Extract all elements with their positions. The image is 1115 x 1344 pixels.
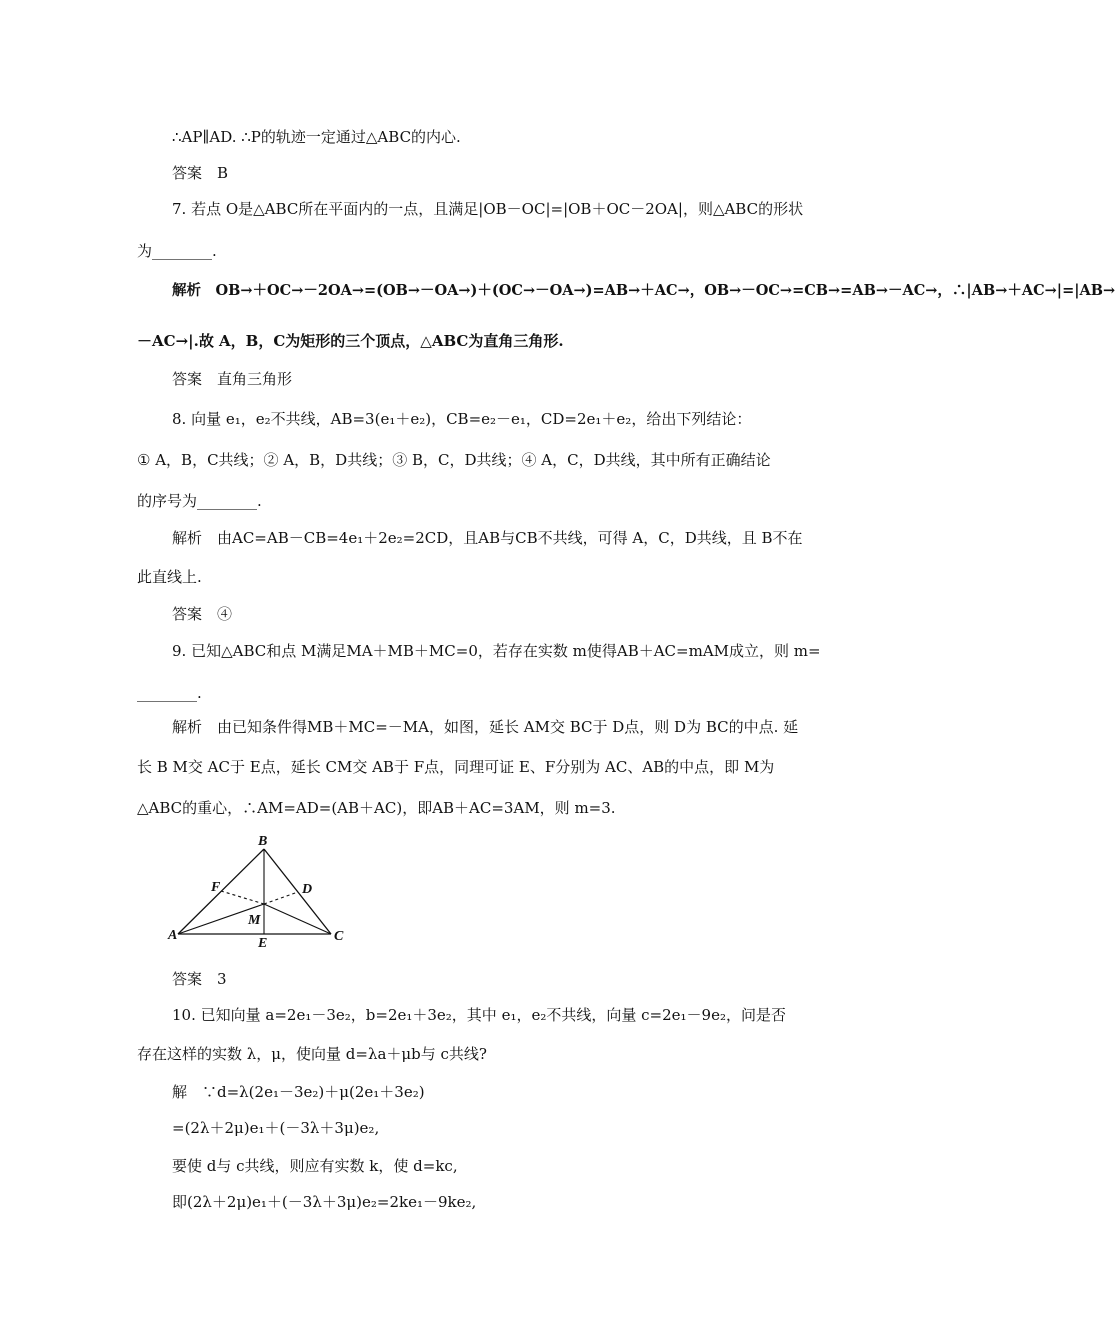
problem-8-line-1: 8. 向量 e₁，e₂不共线，AB=3(e₁＋e₂)，CB=e₂－e₁，CD=2e₁＋e₂，给出下列结论： <box>172 410 752 428</box>
solution-9-line-3: △ABC的重心，∴AM=AD=(AB＋AC)，即AB＋AC=3AM，则 m=3. <box>137 799 616 817</box>
solution-7-line-1: 解析 OB→＋OC→－2OA→=(OB→－OA→)＋(OC→－OA→)=AB→＋AC→，OB→－OC→=CB→=AB→－AC→，∴|AB→＋AC→|=|AB→ <box>172 282 1115 299</box>
segment-md <box>264 892 298 904</box>
label-c: C <box>334 929 344 944</box>
problem-8-line-3: 的序号为________. <box>137 492 262 510</box>
edge-bc <box>264 849 331 934</box>
solution-9-line-2: 长 B M交 AC于 E点，延长 CM交 AB于 F点，同理可证 E、F分别为 AC、AB的中点，即 M为 <box>137 758 775 776</box>
text-line-1: ∴AP∥AD. ∴P的轨迹一定通过△ABC的内心. <box>172 128 461 146</box>
label-f: F <box>211 880 221 895</box>
label-d: D <box>302 882 313 897</box>
label-e: E <box>258 936 268 951</box>
problem-9-line-2: ________. <box>137 684 202 702</box>
solution-10-line-3: 要使 d与 c共线，则应有实数 k，使 d=kc, <box>172 1157 458 1175</box>
solution-8-line-2: 此直线上. <box>137 568 202 586</box>
label-m: M <box>248 913 261 928</box>
solution-10-line-1: 解 ∵d=λ(2e₁－3e₂)＋μ(2e₁＋3e₂) <box>172 1083 425 1101</box>
answer-7: 答案 直角三角形 <box>172 370 293 388</box>
answer-9: 答案 3 <box>172 970 227 988</box>
solution-8-line-1: 解析 由AC=AB－CB=4e₁＋2e₂=2CD，且AB与CB不共线，可得 A，C，D共线，且 B不在 <box>172 529 803 547</box>
problem-10-line-1: 10. 已知向量 a=2e₁－3e₂，b=2e₁＋3e₂，其中 e₁，e₂不共线，向量 c=2e₁－9e₂，问是否 <box>172 1006 786 1024</box>
problem-8-line-2: ① A，B，C共线；② A，B，D共线；③ B，C，D共线；④ A，C，D共线，其中所有正确结论 <box>137 451 771 469</box>
segment-mf <box>221 891 264 904</box>
answer-8: 答案 ④ <box>172 605 233 623</box>
label-a: A <box>168 928 178 943</box>
triangle-figure <box>168 832 348 950</box>
problem-10-line-2: 存在这样的实数 λ，μ，使向量 d=λa＋μb与 c共线? <box>137 1045 487 1063</box>
label-b: B <box>258 834 268 849</box>
solution-10-line-4: 即(2λ＋2μ)e₁＋(－3λ＋3μ)e₂=2ke₁－9ke₂, <box>172 1193 477 1211</box>
solution-10-line-2: =(2λ＋2μ)e₁＋(－3λ＋3μ)e₂, <box>172 1119 380 1137</box>
problem-9-line-1: 9. 已知△ABC和点 M满足MA＋MB＋MC=0，若存在实数 m使得AB＋AC=mAM成立，则 m= <box>172 642 821 660</box>
segment-cm <box>264 904 331 934</box>
solution-7-line-2: －AC→|.故 A，B，C为矩形的三个顶点，△ABC为直角三角形. <box>137 332 564 350</box>
problem-7-line-1: 7. 若点 O是△ABC所在平面内的一点，且满足|OB－OC|=|OB＋OC－2OA|，则△ABC的形状 <box>172 200 804 218</box>
answer-6: 答案 B <box>172 164 229 182</box>
problem-7-line-2: 为________. <box>137 242 217 260</box>
solution-9-line-1: 解析 由已知条件得MB＋MC=－MA，如图，延长 AM交 BC于 D点，则 D为 BC的中点. 延 <box>172 718 799 736</box>
